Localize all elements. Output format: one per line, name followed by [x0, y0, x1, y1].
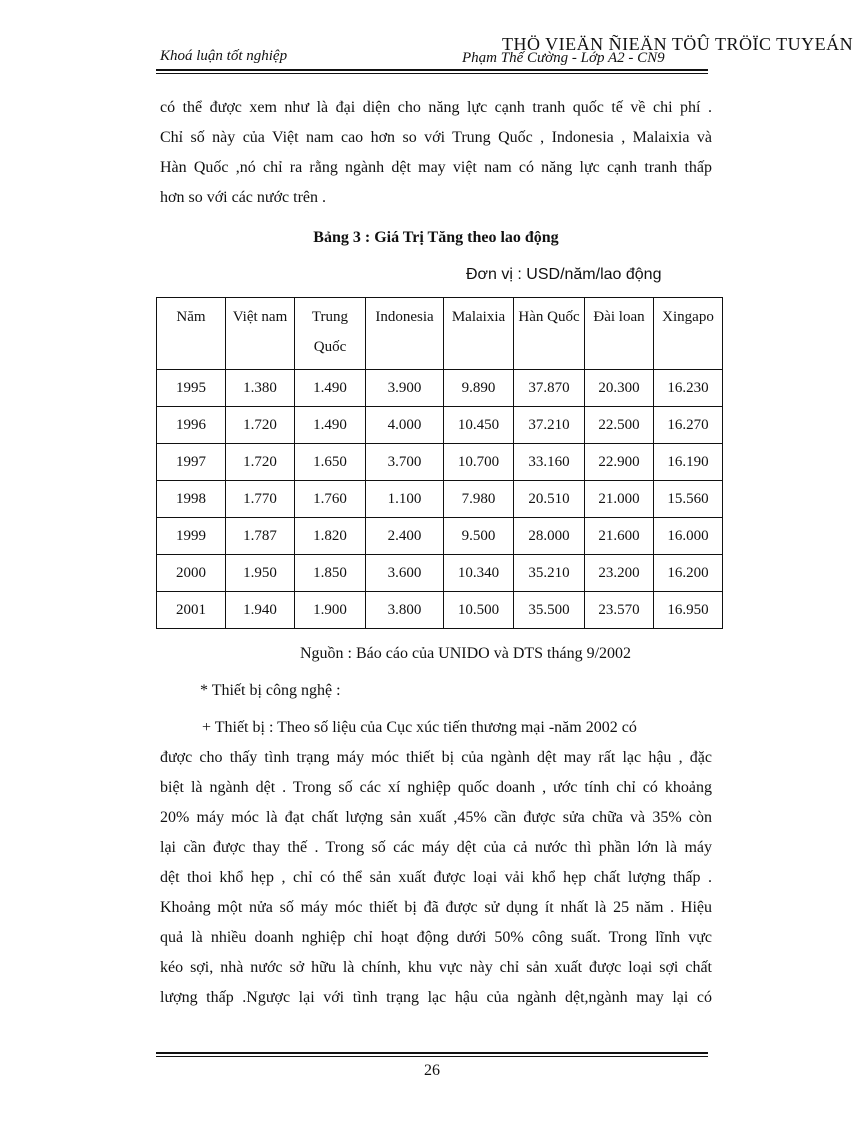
body-line: dệt thoi khổ hẹp , chỉ có thể sản xuất được loại vải khổ hẹp chất lượng thấp . — [160, 869, 712, 886]
table-cell: 3.600 — [366, 555, 444, 592]
body-line: 20% máy móc là đạt chất lượng sản xuất ,45% cần được sửa chữa và 35% còn — [160, 809, 712, 826]
table-cell: 1.940 — [226, 592, 295, 629]
table-header-row — [157, 298, 723, 370]
table-cell: 2001 — [157, 592, 226, 629]
body-line: lại cần được thay thế . Trong số các máy dệt của cả nước thì phần lớn là máy — [160, 839, 712, 856]
table-cell: 23.200 — [585, 555, 654, 592]
table-cell: 2000 — [157, 555, 226, 592]
table-cell: 16.200 — [654, 555, 723, 592]
table-cell: 3.800 — [366, 592, 444, 629]
intro-line: hơn so với các nước trên . — [160, 189, 327, 206]
header-left-text: Khoá luận tốt nghiệp — [160, 48, 288, 64]
table-row — [157, 370, 723, 407]
table-cell: 21.000 — [585, 481, 654, 518]
table-cell: 20.510 — [514, 481, 585, 518]
body-line: + Thiết bị : Theo số liệu của Cục xúc tiến thương mại -năm 2002 có — [202, 719, 637, 736]
table-cell: 1.900 — [295, 592, 366, 629]
body-line: lượng thấp .Ngược lại với tình trạng lạc hậu của ngành dệt,ngành may lại có — [160, 989, 712, 1006]
table-cell: 16.950 — [654, 592, 723, 629]
intro-line: có thể được xem như là đại diện cho năng lực cạnh tranh quốc tế về chi phí . — [160, 99, 712, 116]
table-row — [157, 592, 723, 629]
table-title: Bảng 3 : Giá Trị Tăng theo lao động — [313, 229, 559, 246]
table-cell: 35.210 — [514, 555, 585, 592]
table-cell: 16.270 — [654, 407, 723, 444]
table-cell: 33.160 — [514, 444, 585, 481]
table-header-cell: Việt nam — [226, 298, 295, 370]
table-row — [157, 518, 723, 555]
table-cell: 1.820 — [295, 518, 366, 555]
table-cell: 10.700 — [444, 444, 514, 481]
footer-rule — [156, 1052, 708, 1054]
table-header-cell: Xingapo — [654, 298, 723, 370]
intro-line: Chỉ số này của Việt nam cao hơn so với Trung Quốc , Indonesia , Malaixia và — [160, 129, 712, 146]
table-header-cell: Malaixia — [444, 298, 514, 370]
table-cell: 21.600 — [585, 518, 654, 555]
table-cell: 22.500 — [585, 407, 654, 444]
table-cell: 1.380 — [226, 370, 295, 407]
table-cell: 35.500 — [514, 592, 585, 629]
table-cell: 1.787 — [226, 518, 295, 555]
table-cell: 28.000 — [514, 518, 585, 555]
table-cell: 15.560 — [654, 481, 723, 518]
table-cell: 16.000 — [654, 518, 723, 555]
table-cell: 3.700 — [366, 444, 444, 481]
page-number: 26 — [424, 1062, 440, 1079]
table-cell: 1.720 — [226, 444, 295, 481]
body-paragraph — [160, 713, 712, 1013]
intro-line: Hàn Quốc ,nó chỉ ra rằng ngành dệt may việt nam có năng lực cạnh tranh thấp — [160, 159, 712, 176]
table-cell: 1.490 — [295, 370, 366, 407]
table-cell: 16.190 — [654, 444, 723, 481]
data-table — [156, 297, 723, 629]
table-cell: 1.950 — [226, 555, 295, 592]
table-cell: 37.210 — [514, 407, 585, 444]
table-cell: 1.490 — [295, 407, 366, 444]
table-cell: 37.870 — [514, 370, 585, 407]
table-cell: 23.570 — [585, 592, 654, 629]
table-row — [157, 555, 723, 592]
table-source: Nguồn : Báo cáo của UNIDO và DTS tháng 9/2002 — [300, 645, 632, 662]
table-cell: 1.100 — [366, 481, 444, 518]
header-right-text: Phạm Thế Cường - Lớp A2 - CN9 — [462, 50, 665, 66]
table-cell: 2.400 — [366, 518, 444, 555]
table-cell: 1.720 — [226, 407, 295, 444]
table-cell: 9.890 — [444, 370, 514, 407]
table-cell: 3.900 — [366, 370, 444, 407]
body-line: kéo sợi, nhà nước sở hữu là chính, khu vực này chỉ sản xuất được loại sợi chất — [160, 959, 712, 976]
table-row — [157, 407, 723, 444]
table-cell: 7.980 — [444, 481, 514, 518]
table-cell: 1999 — [157, 518, 226, 555]
section-bullet: * Thiết bị công nghệ : — [200, 682, 341, 699]
table-header-cell: Hàn Quốc — [514, 298, 585, 370]
table-cell: 20.300 — [585, 370, 654, 407]
table-row — [157, 481, 723, 518]
table-cell: 4.000 — [366, 407, 444, 444]
footer-rule-thin — [156, 1056, 708, 1057]
table-header-cell: Năm — [157, 298, 226, 370]
table-cell: 1998 — [157, 481, 226, 518]
body-line: quả là nhiều doanh nghiệp chỉ hoạt động dưới 50% công suất. Trong lĩnh vực — [160, 929, 712, 946]
table-header-cell: Indonesia — [366, 298, 444, 370]
table-cell: 9.500 — [444, 518, 514, 555]
body-line: biệt là ngành dệt . Trong số các xí nghiệp quốc doanh , ước tính chỉ có khoảng — [160, 779, 712, 796]
intro-paragraph — [160, 93, 712, 213]
body-line: được cho thấy tình trạng máy móc thiết bị của ngành dệt may rất lạc hậu , đặc — [160, 749, 712, 766]
table-unit: Đơn vị : USD/năm/lao động — [466, 266, 662, 283]
table-header-cell: Trung Quốc — [295, 298, 366, 370]
table-cell: 1.850 — [295, 555, 366, 592]
table-cell: 1997 — [157, 444, 226, 481]
table-cell: 1995 — [157, 370, 226, 407]
table-cell: 16.230 — [654, 370, 723, 407]
header-rule-thin — [156, 73, 708, 74]
table-cell: 1.650 — [295, 444, 366, 481]
table-header-cell: Đài loan — [585, 298, 654, 370]
header-rule — [156, 69, 708, 71]
table-cell: 10.500 — [444, 592, 514, 629]
table-cell: 1.770 — [226, 481, 295, 518]
table-cell: 1.760 — [295, 481, 366, 518]
watermark-text: THÖ VIEÄN ÑIEÄN TÖÛ TRÖÏC TUYEÁN — [502, 34, 853, 54]
table-cell: 10.340 — [444, 555, 514, 592]
table-cell: 1996 — [157, 407, 226, 444]
table-cell: 22.900 — [585, 444, 654, 481]
table-row — [157, 444, 723, 481]
table-cell: 10.450 — [444, 407, 514, 444]
body-line: Khoảng một nửa số máy móc thiết bị đã được sử dụng ít nhất là 25 năm . Hiệu — [160, 899, 712, 916]
